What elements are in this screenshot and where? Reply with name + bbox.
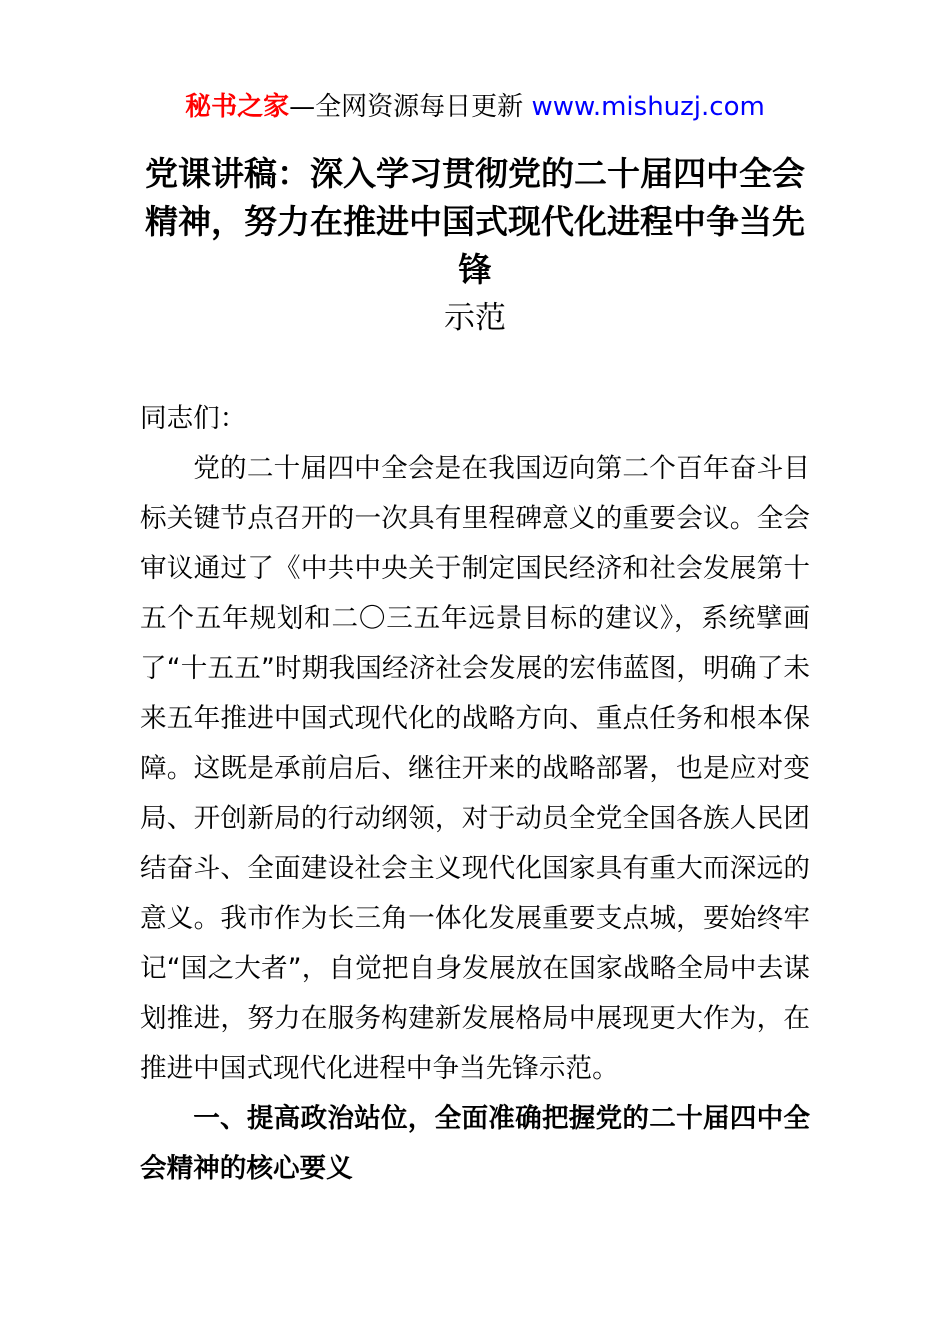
body-paragraph: 党的二十届四中全会是在我国迈向第二个百年奋斗目标关键节点召开的一次具有里程碑意义的重要会议。全会审议通过了《中共中央关于制定国民经济和社会发展第十五个五年规划和二〇三五年远景目标的建议》，系统擘画了“十五五”时期我国经济社会发展的宏伟蓝图，明确了未来五年推进中国式现代化的战略方向、重点任务和根本保障。这既是承前启后、继往开来的战略部署，也是应对变局、开创新局的行动纲领，对于动员全党全国各族人民团结奋斗、全面建设社会主义现代化国家具有重大而深远的意义。我市作为长三角一体化发展重要支点城，要始终牢记“国之大者”，自觉把自身发展放在国家战略全局中去谋划推进，努力在服务构建新发展格局中展现更大作为，在推进中国式现代化进程中争当先锋示范。	[140, 453, 810, 1084]
site-url-link[interactable]: www.mishuzj.com	[531, 92, 765, 122]
document-body	[140, 394, 810, 1194]
section-heading: 一、提高政治站位，全面准确把握党的二十届四中全会精神的核心要义	[140, 1103, 810, 1184]
document-subtitle: 示范	[444, 300, 506, 336]
site-header	[0, 0, 950, 124]
document-title: 党课讲稿：深入学习贯彻党的二十届四中全会精神，努力在推进中国式现代化进程中争当先锋	[145, 154, 805, 289]
site-tagline: —全网资源每日更新	[289, 92, 532, 122]
site-brand: 秘书之家	[185, 92, 290, 122]
salutation: 同志们：	[140, 403, 247, 434]
